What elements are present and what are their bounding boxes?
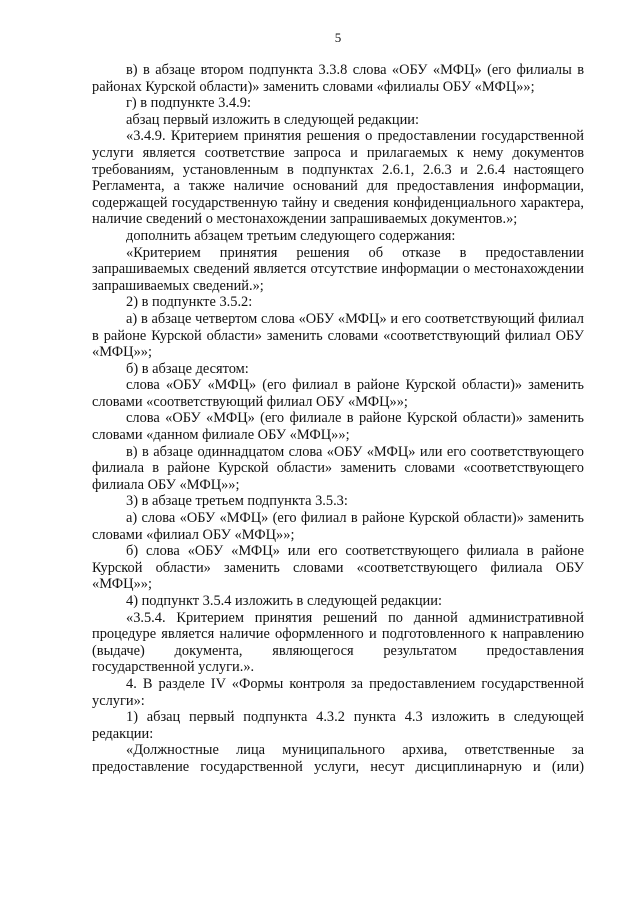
paragraph: г) в подпункте 3.4.9:: [126, 95, 251, 112]
paragraph: 3) в абзаце третьем подпункта 3.5.3:: [126, 493, 348, 510]
paragraph: б) в абзаце десятом:: [126, 360, 249, 377]
paragraph: 2) в подпункте 3.5.2:: [126, 294, 253, 311]
paragraph: 4) подпункт 3.5.4 изложить в следующей редакции:: [126, 593, 442, 609]
paragraph: дополнить абзацем третьим следующего содержания:: [126, 227, 456, 244]
paragraph: «Критерием принятия решения об отказе в предоставлении запрашиваемых сведений является отсутствие информации о местонахождении запрашиваемых сведений.»;: [92, 244, 584, 294]
paragraph: в) в абзаце втором подпункта 3.3.8 слова «ОБУ «МФЦ» (его филиалы в районах Курской области)» заменить словами «филиалы ОБУ «МФЦ»»;: [92, 62, 584, 95]
paragraph: слова «ОБУ «МФЦ» (его филиале в районе Курской области)» заменить словами «данном филиале ОБУ «МФЦ»»;: [92, 410, 584, 444]
page-number: 5: [334, 30, 342, 45]
paragraph: абзац первый изложить в следующей редакции:: [126, 111, 420, 128]
paragraph: а) в абзаце четвертом слова «ОБУ «МФЦ» и его соответствующий филиал в районе Курской области» заменить словами «соответствующий филиал ОБУ «МФЦ»»;: [92, 310, 584, 361]
paragraph: в) в абзаце одиннадцатом слова «ОБУ «МФЦ» или его соответствующего филиала в районе Курской области» заменить словами «соответствующего филиала ОБУ «МФЦ»»;: [92, 443, 584, 493]
paragraph: б) слова «ОБУ «МФЦ» или его соответствующего филиала в районе Курской области» заменить словами «соответствующего филиала ОБУ «МФЦ»»;: [92, 543, 584, 593]
document-body: [92, 62, 584, 776]
paragraph: а) слова «ОБУ «МФЦ» (его филиал в районе Курской области)» заменить словами «филиал ОБУ «МФЦ»»;: [92, 510, 584, 543]
paragraph: слова «ОБУ «МФЦ» (его филиал в районе Курской области)» заменить словами «соответствующий филиал ОБУ «МФЦ»»;: [92, 377, 584, 410]
paragraph: 4. В разделе IV «Формы контроля за предоставлением государственной услуги»:: [92, 675, 584, 709]
paragraph: «Должностные лица муниципального архива, ответственные за предоставление государственной услуги, несут дисциплинарную и (или): [92, 742, 584, 775]
paragraph: «3.4.9. Критерием принятия решения о предоставлении государственной услуги является соответствие запроса и прилагаемых к нему документов требованиям, установленным в подпунктах 2.6.1, 2.6.3 и 2.6.4 настоящего Регламента, а также наличие оснований для предоставления информации, содержащей государственную тайну и сведения конфиденциального характера, наличие сведений о местонахождении запрашиваемых документов.»;: [92, 128, 584, 228]
paragraph: «3.5.4. Критерием принятия решений по данной административной процедуре является наличие оформленного и подготовленного к направлению (выдаче) документа, являющегося результатом предоставления государственной услуги.».: [92, 609, 584, 676]
paragraph: 1) абзац первый подпункта 4.3.2 пункта 4.3 изложить в следующей редакции:: [92, 709, 584, 742]
